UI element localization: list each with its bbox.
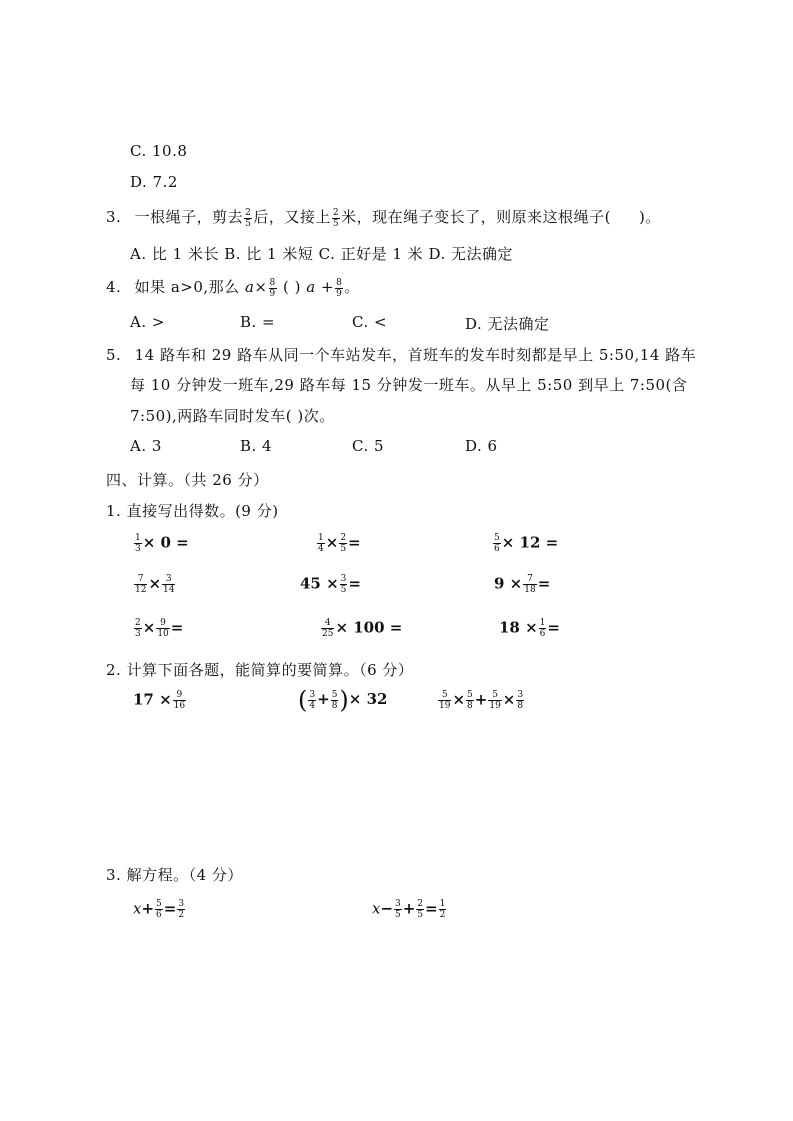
expression: 18 × $\frac{1}{6}$ = [499, 618, 560, 639]
expression: 9 × $\frac{7}{18}$ = [494, 574, 551, 595]
expression: $\frac{5}{6}$ × 12 = [494, 533, 559, 554]
question-4: 4. 如果 a>0,那么 a× $\frac{8}{9}$ ( ) a + $\frac{8}{9}$ 。 [106, 277, 360, 299]
option-d: D. 无法确定 [465, 315, 550, 333]
option-c: C. 5 [352, 437, 385, 455]
option-b: B. = [240, 313, 276, 331]
section-title: 四、计算。（共 26 分） [106, 471, 269, 489]
expression: 45 × $\frac{3}{5}$ = [300, 574, 361, 595]
option-a: A. > [130, 313, 165, 331]
fraction: $\frac{8}{9}$ [269, 277, 276, 299]
equation: x− $\frac{3}{5}$ + $\frac{2}{5}$ = $\frac{1}{2}$ [372, 899, 446, 920]
expression: $\frac{1}{3}$ × 0 = [135, 533, 189, 554]
expression: $\frac{7}{12}$ × $\frac{3}{14}$ [135, 574, 175, 595]
option-c: C. < [352, 313, 388, 331]
calc-1-title: 1. 直接写出得数。(9 分) [106, 502, 279, 520]
option-b: B. 4 [240, 437, 273, 455]
expression: $\frac{2}{3}$ × $\frac{9}{10}$ = [135, 618, 184, 639]
expression: $\frac{1}{4}$ × $\frac{2}{5}$ = [318, 533, 361, 554]
option-d: D. 6 [465, 437, 498, 455]
fraction: $\frac{2}{5}$ [332, 207, 340, 229]
answer-blank[interactable]: ( ) [283, 278, 301, 296]
expression: 17 × $\frac{9}{16}$ [133, 690, 186, 711]
question-5-line-3: 7:50),两路车同时发车( )次。 [130, 407, 335, 425]
expression: $\frac{5}{19}$ × $\frac{5}{8}$ + $\frac{5}{19}$ × $\frac{3}{8}$ [439, 690, 524, 711]
question-number: 4. [106, 278, 122, 296]
question-number: 3. [106, 208, 122, 226]
question-3-options: A. 比 1 米长 B. 比 1 米短 C. 正好是 1 米 D. 无法确定 [130, 245, 513, 263]
option-c-prev: C. 10.8 [130, 142, 188, 160]
question-5-line-2: 每 10 分钟发一班车,29 路车每 15 分钟发一班车。从早上 5:50 到早上 7:50(含 [130, 376, 688, 394]
expression: ( $\frac{3}{4}$ + $\frac{5}{8}$ )× 32 [298, 686, 388, 714]
equation: x+ $\frac{5}{6}$ = $\frac{3}{2}$ [133, 899, 185, 920]
question-5: 5. 14 路车和 29 路车从同一个车站发车，首班车的发车时刻都是早上 5:50,14 路车 [106, 346, 697, 364]
fraction: $\frac{2}{5}$ [245, 207, 252, 229]
question-text: 一根绳子，剪去 [134, 208, 244, 226]
expression: $\frac{4}{25}$ × 100 = [322, 618, 403, 639]
question-number: 5. [106, 346, 122, 364]
fraction: $\frac{8}{9}$ [336, 277, 343, 299]
question-3: 3. 一根绳子，剪去 $\frac{2}{5}$ 后，又接上 $\frac{2}{5}$ 米，现在绳子变长了，则原来这根绳子( )。 [106, 207, 661, 229]
option-d-prev: D. 7.2 [130, 173, 178, 191]
calc-2-title: 2. 计算下面各题，能简算的要简算。（6 分） [106, 661, 414, 679]
calc-3-title: 3. 解方程。（4 分） [106, 866, 243, 884]
option-a: A. 3 [130, 437, 162, 455]
